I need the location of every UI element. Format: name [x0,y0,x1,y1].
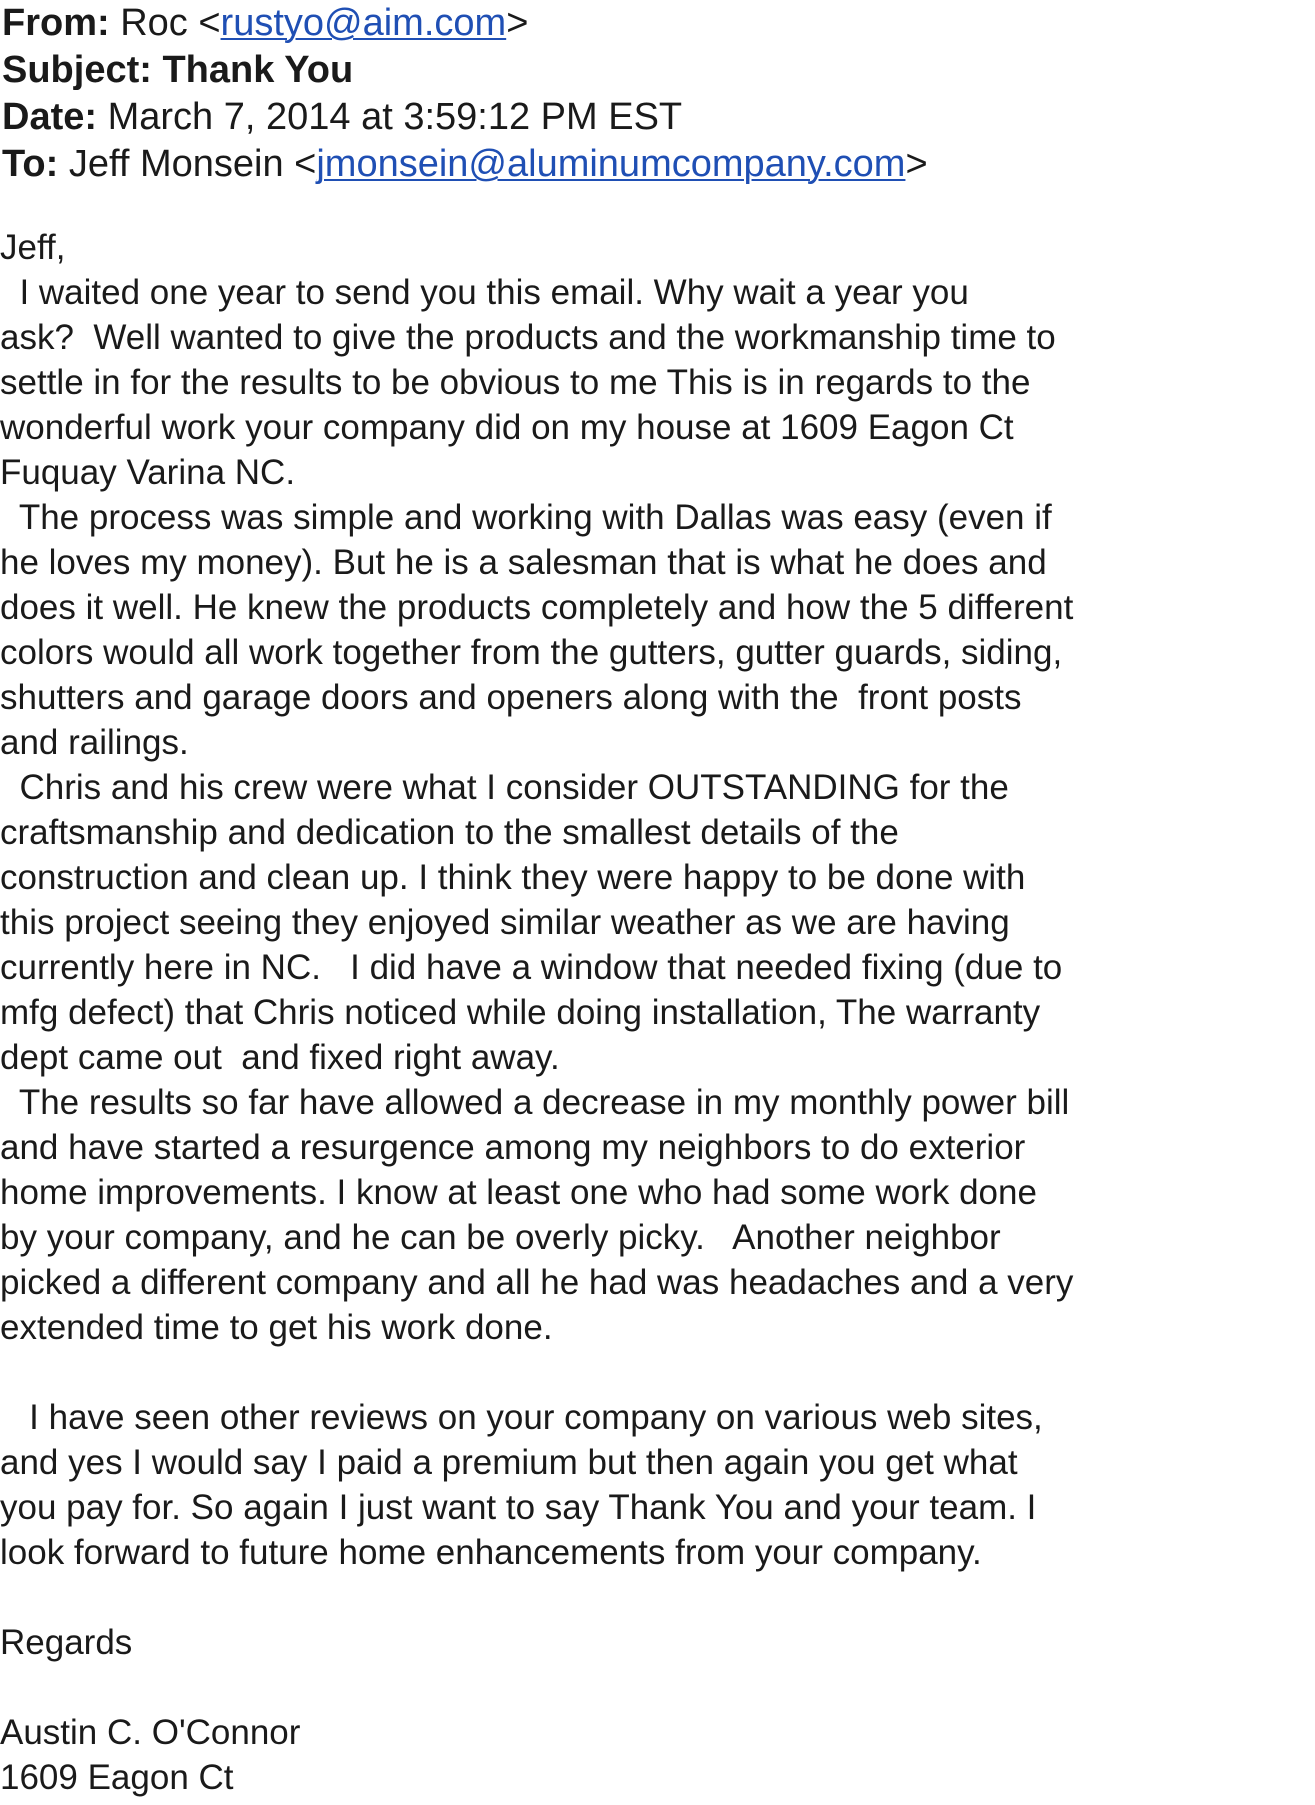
body-line: and yes I would say I paid a premium but then again you get what [0,1443,1018,1482]
from-label: From: [2,2,110,44]
greeting: Jeff, [0,228,66,267]
from-line [2,0,1252,47]
body-line: home improvements. I know at least one who had some work done [0,1173,1037,1212]
paragraph-3 [0,765,1260,1080]
body-line: look forward to future home enhancements from your company. [0,1533,982,1572]
body-line: currently here in NC. I did have a window that needed fixing (due to [0,948,1063,987]
body-line: by your company, and he can be overly picky. Another neighbor [0,1218,1001,1257]
body-line: I waited one year to send you this email. Why wait a year you [0,273,969,312]
body-line: construction and clean up. I think they were happy to be done with [0,858,1026,897]
body-line: extended time to get his work done. [0,1308,553,1347]
email-body [0,225,1260,1800]
email-header [2,0,1252,188]
body-line: mfg defect) that Chris noticed while doing installation, The warranty [0,993,1041,1032]
body-line: picked a different company and all he had was headaches and a very [0,1263,1074,1302]
body-line: Chris and his crew were what I consider OUTSTANDING for the [0,768,1009,807]
body-line: you pay for. So again I just want to say Thank You and your team. I [0,1488,1037,1527]
body-line: colors would all work together from the gutters, gutter guards, siding, [0,633,1063,672]
body-line: and have started a resurgence among my neighbors to do exterior [0,1128,1026,1167]
spacer [0,1350,1260,1395]
from-name: Roc < [120,2,221,44]
to-close: > [905,143,928,185]
to-label: To: [2,143,59,185]
subject-line [2,47,1252,94]
to-line [2,141,1252,188]
body-line: Fuquay Varina NC. [0,453,296,492]
date-value: March 7, 2014 at 3:59:12 PM EST [107,96,683,138]
from-email-link[interactable]: rustyo@aim.com [220,2,507,44]
to-name: Jeff Monsein < [68,143,317,185]
body-line: settle in for the results to be obvious to me This is in regards to the [0,363,1031,402]
body-line: ask? Well wanted to give the products and the workmanship time to [0,318,1056,357]
body-line: craftsmanship and dedication to the smallest details of the [0,813,899,852]
body-line: dept came out and fixed right away. [0,1038,560,1077]
body-line: wonderful work your company did on my house at 1609 Eagon Ct [0,408,1014,447]
paragraph-4 [0,1080,1260,1350]
body-line: this project seeing they enjoyed similar weather as we are having [0,903,1010,942]
paragraph-2 [0,495,1260,765]
body-line: shutters and garage doors and openers along with the front posts [0,678,1022,717]
paragraph-1 [0,270,1260,495]
to-email-link[interactable]: jmonsein@aluminumcompany.com [316,143,906,185]
closing: Regards [0,1623,133,1662]
signature-name: Austin C. O'Connor [0,1713,301,1752]
spacer [0,1575,1260,1620]
paragraph-5 [0,1395,1260,1575]
date-line [2,94,1252,141]
subject-label: Subject: [2,49,152,91]
date-label: Date: [2,96,98,138]
body-line: does it well. He knew the products completely and how the 5 different [0,588,1074,627]
signature-address: 1609 Eagon Ct [0,1758,234,1797]
body-line: The results so far have allowed a decrease in my monthly power bill [0,1083,1070,1122]
body-line: The process was simple and working with Dallas was easy (even if [0,498,1052,537]
subject-value: Thank You [162,49,354,91]
body-line: and railings. [0,723,189,762]
spacer [0,1665,1260,1710]
body-line: he loves my money). But he is a salesman that is what he does and [0,543,1047,582]
body-line: I have seen other reviews on your company on various web sites, [0,1398,1043,1437]
from-close: > [506,2,529,44]
